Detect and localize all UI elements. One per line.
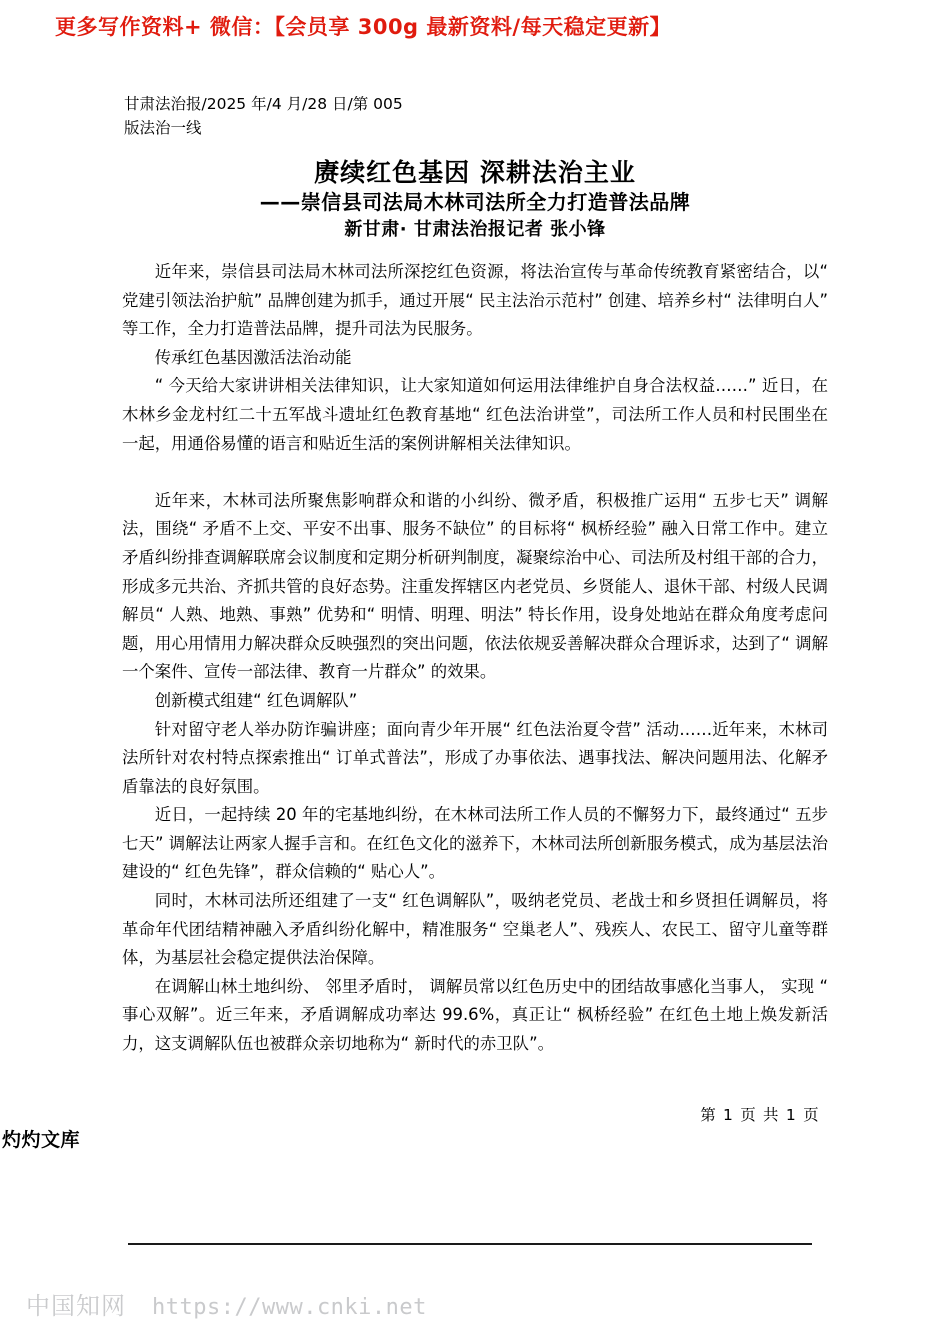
article-paragraph: 创新模式组建“ 红色调解队” — [154, 690, 358, 710]
library-watermark: 灼灼文库 — [2, 1129, 81, 1151]
article-paragraph: 同时，木林司法所还组建了一支“ 红色调解队”，吸纳老党员、老战士和乡贤担任调解员，将革命年代团结精神融入矛盾纠纷化解中，精准服务“ 空巢老人”、残疾人、农民工、留守儿童等群体，为基层社会稳定提供法治保障。 — [122, 891, 828, 968]
article-paragraph: 近年来，崇信县司法局木林司法所深挖红色资源，将法治宣传与革命传统教育紧密结合，以“ 党建引领法治护航” 品牌创建为抓手，通过开展“ 民主法治示范村” 创建、培养乡村“ 法律明白人” 等工作，全力打造普法品牌，提升司法为民服务。 — [122, 262, 828, 339]
masthead — [124, 92, 824, 140]
promo-banner-text: 更多写作资料+ 微信：【会员享 300g 最新资料/每天稳定更新】 — [55, 15, 672, 39]
article-paragraph: 针对留守老人举办防诈骗讲座；面向青少年开展“ 红色法治夏令营” 活动……近年来，木林司法所针对农村特点探索推出“ 订单式普法”，形成了办事依法、遇事找法、解决问题用法、化解矛盾靠法的良好氛围。 — [122, 719, 828, 796]
article-paragraph: “ 今天给大家讲讲相关法律知识，让大家知道如何运用法律维护自身合法权益……” 近日，在木林乡金龙村红二十五军战斗遗址红色教育基地“ 红色法治讲堂”，司法所工作人员和村民围坐在一起，用通俗易懂的语言和贴近生活的案例讲解相关法律知识。 — [122, 376, 828, 453]
article-body — [122, 258, 828, 1059]
footer-divider — [128, 1243, 812, 1245]
page-number: 第 1 页 共 1 页 — [700, 1106, 820, 1124]
cnki-watermark — [26, 1286, 427, 1321]
article-paragraph: 传承红色基因激活法治动能 — [154, 347, 352, 367]
article-paragraph: 在调解山林土地纠纷、 邻里矛盾时， 调解员常以红色历史中的团结故事感化当事人， 实现 “ 事心双解”。近三年来，矛盾调解成功率达 99.6%，真正让“ 枫桥经验” 在红色土地上焕发新活力，这支调解队伍也被群众亲切地称为“ 新时代的赤卫队”。 — [122, 976, 828, 1054]
masthead-line-2: 版法治一线 — [124, 119, 202, 138]
article-title: 赓续红色基因 深耕法治主业 — [314, 157, 636, 187]
cnki-name: 中国知网 — [26, 1292, 126, 1320]
article-subtitle: ——崇信县司法局木林司法所全力打造普法品牌 — [259, 189, 691, 214]
cnki-url: https://www.cnki.net — [152, 1295, 427, 1320]
masthead-line-1: 甘肃法治报/2025 年/4 月/28 日/第 005 — [124, 95, 403, 113]
article-paragraph: 近年来，木林司法所聚焦影响群众和谐的小纠纷、微矛盾，积极推广运用“ 五步七天” 调解法，围绕“ 矛盾不上交、平安不出事、服务不缺位” 的目标将“ 枫桥经验” 融入日常工作中。建立矛盾纠纷排查调解联席会议制度和定期分析研判制度，凝聚综治中心、司法所及村组干部的合力，形成多元共治、齐抓共管的良好态势。注重发挥辖区内老党员、乡贤能人、退休干部、村级人民调解员“ 人熟、地熟、事熟” 优势和“ 明情、明理、明法” 特长作用，设身处地站在群众角度考虑问题，用心用情用力解决群众反映强烈的突出问题，依法依规妥善解决群众合理诉求，达到了“ 调解一个案件、宣传一部法律、教育一片群众” 的效果。 — [122, 490, 828, 682]
article-paragraph: 近日，一起持续 20 年的宅基地纠纷，在木林司法所工作人员的不懈努力下，最终通过“ 五步七天” 调解法让两家人握手言和。在红色文化的滋养下，木林司法所创新服务模式，成为基层法治建设的“ 红色先锋”，群众信赖的“ 贴心人”。 — [122, 805, 828, 882]
article-byline: 新甘肃· 甘肃法治报记者 张小锋 — [344, 219, 606, 240]
